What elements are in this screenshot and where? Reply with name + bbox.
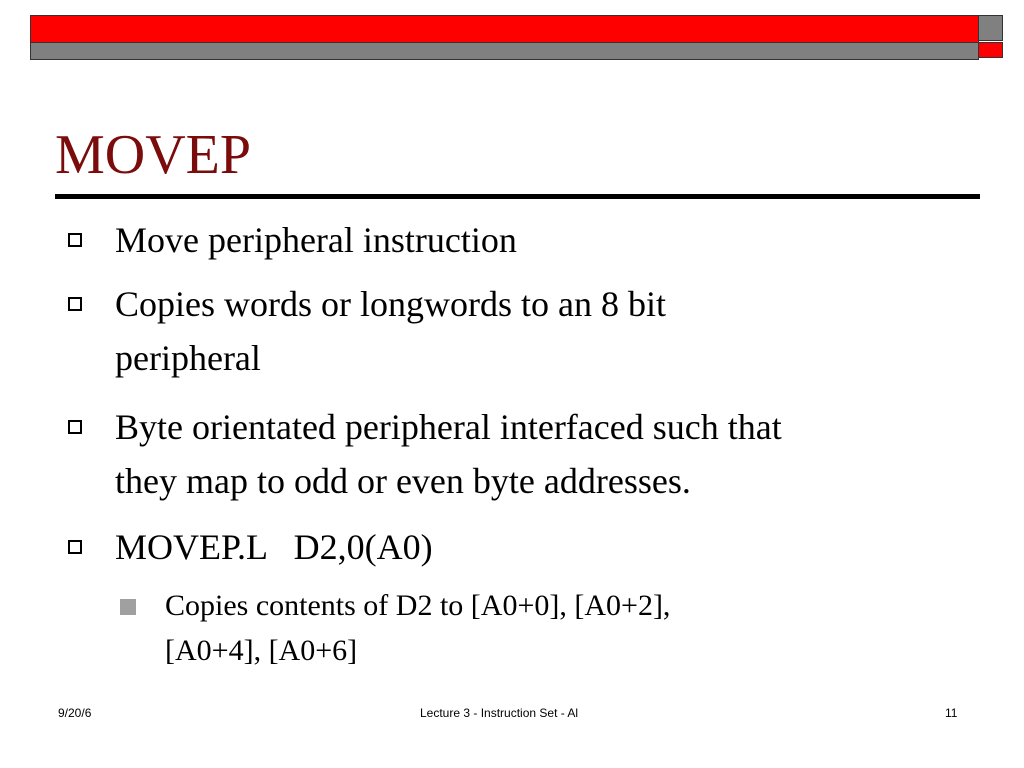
corner-gray-square: [978, 15, 1003, 41]
header-red-stripe: [31, 16, 978, 43]
bullet-item-1: [115, 213, 975, 267]
bullet-text-line-2: peripheral: [115, 338, 261, 378]
hollow-square-bullet-icon: [68, 233, 82, 247]
bullet-text-line-2: they map to odd or even byte addresses.: [115, 461, 691, 501]
bullet-text-line-1: Copies words or longwords to an 8 bit: [115, 284, 666, 324]
bullet-item-4: [115, 520, 975, 574]
bullet-text-line-1: Byte orientated peripheral interfaced such that: [115, 407, 782, 447]
bullet-text: MOVEP.L D2,0(A0): [115, 527, 433, 567]
hollow-square-bullet-icon: [68, 540, 82, 554]
bullet-item-2: [115, 277, 975, 385]
corner-red-square: [978, 42, 1003, 58]
sub-bullet-text-line-2: [A0+4], [A0+6]: [165, 634, 358, 667]
hollow-square-bullet-icon: [68, 297, 82, 311]
bullet-item-3: [115, 400, 975, 508]
footer-title: Lecture 3 - Instruction Set - Al: [420, 706, 579, 720]
slide-title: MOVEP: [55, 124, 252, 186]
footer-date: 9/20/6: [58, 706, 92, 720]
title-underline: [55, 194, 980, 199]
header-corner-block: [978, 15, 1003, 58]
hollow-square-bullet-icon: [68, 420, 82, 434]
header-decoration-bar: [30, 15, 979, 60]
footer-page-number: 11: [945, 706, 958, 720]
filled-square-bullet-icon: [120, 599, 136, 615]
sub-bullet-text-line-1: Copies contents of D2 to [A0+0], [A0+2],: [165, 589, 671, 622]
header-gray-stripe: [31, 43, 978, 59]
bullet-text: Move peripheral instruction: [115, 220, 517, 260]
sub-bullet-item: [165, 583, 965, 673]
